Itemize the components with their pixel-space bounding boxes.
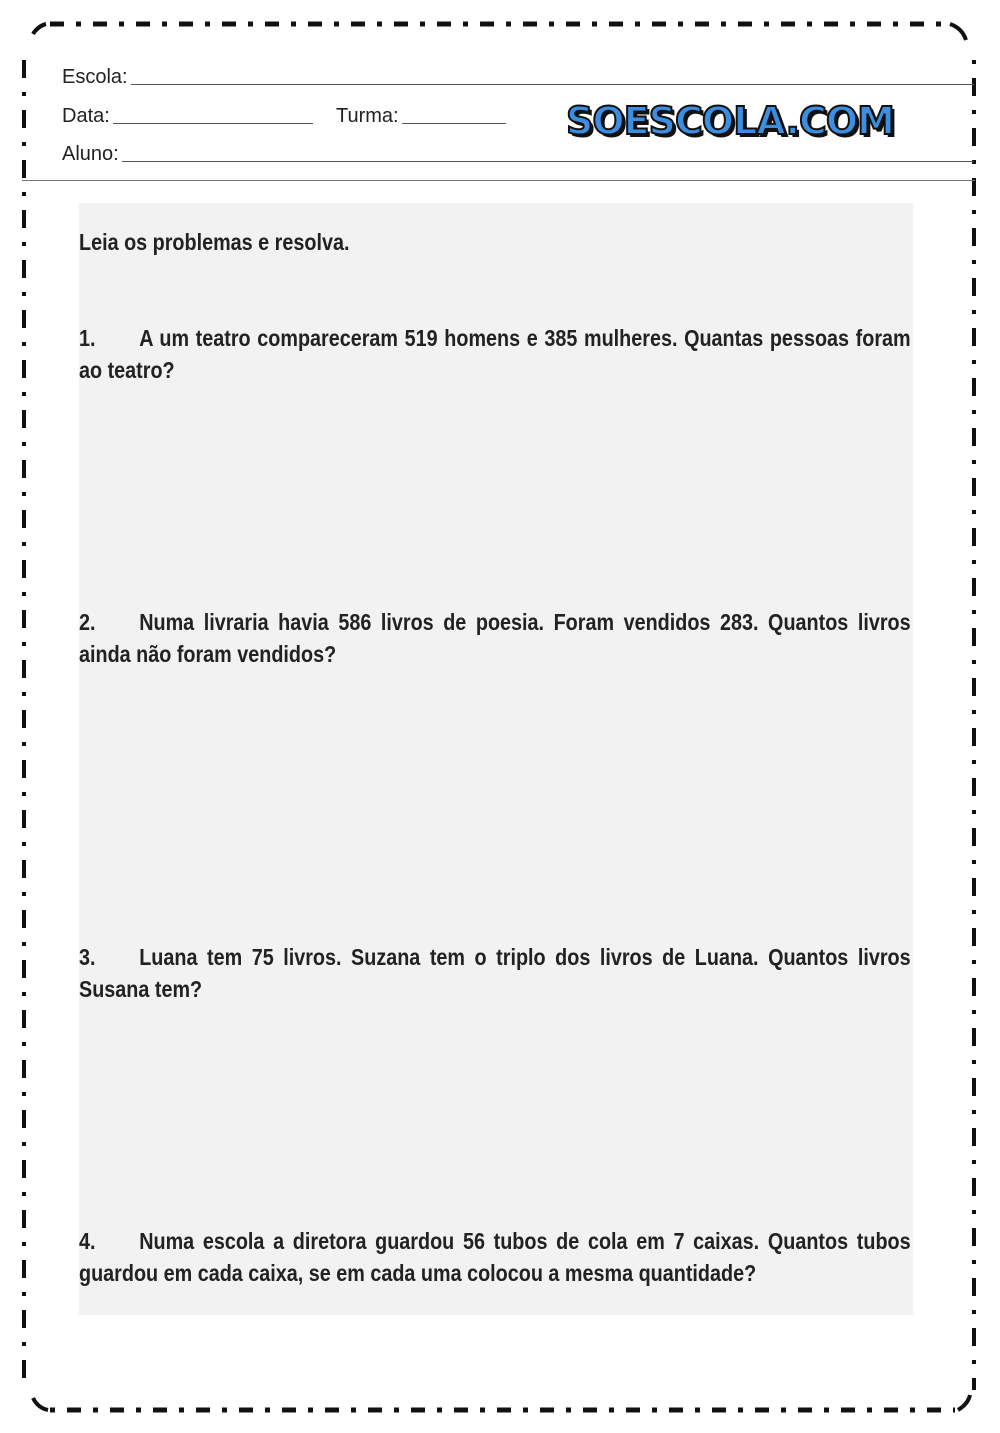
problem-2	[79, 606, 911, 670]
turma-field	[336, 105, 506, 128]
problem-number: 4.	[79, 1228, 96, 1254]
turma-label: Turma:	[336, 105, 399, 127]
instruction-text: Leia os problemas e resolva.	[79, 229, 350, 255]
problem-number: 2.	[79, 609, 96, 635]
problem-text: Numa escola a diretora guardou 56 tubos de cola em 7 caixas. Quantos tubos guardou em cada caixa, se em cada uma colocou a mesma quantidade?	[79, 1228, 911, 1286]
problem-number: 1.	[79, 325, 96, 351]
escola-label: Escola:	[62, 66, 128, 88]
turma-blank-line[interactable]	[402, 122, 506, 124]
aluno-field	[62, 143, 974, 166]
problem-3	[79, 941, 911, 1005]
aluno-blank-line[interactable]	[122, 160, 974, 162]
problem-1	[79, 322, 911, 386]
problem-text: Luana tem 75 livros. Suzana tem o triplo dos livros de Luana. Quantos livros Susana tem?	[79, 944, 911, 1002]
data-field	[62, 105, 313, 128]
problem-4	[79, 1225, 911, 1289]
aluno-label: Aluno:	[62, 143, 119, 165]
escola-blank-line[interactable]	[131, 83, 974, 85]
problem-number: 3.	[79, 944, 96, 970]
problem-text: A um teatro compareceram 519 homens e 385 mulheres. Quantas pessoas foram ao teatro?	[79, 325, 911, 383]
data-blank-line[interactable]	[113, 122, 313, 124]
data-label: Data:	[62, 105, 110, 127]
problem-text: Numa livraria havia 586 livros de poesia. Foram vendidos 283. Quantos livros ainda não foram vendidos?	[79, 609, 911, 667]
escola-field	[62, 66, 974, 89]
soescola-logo: SOESCOLA.COM	[566, 99, 894, 143]
header-separator	[22, 180, 975, 181]
